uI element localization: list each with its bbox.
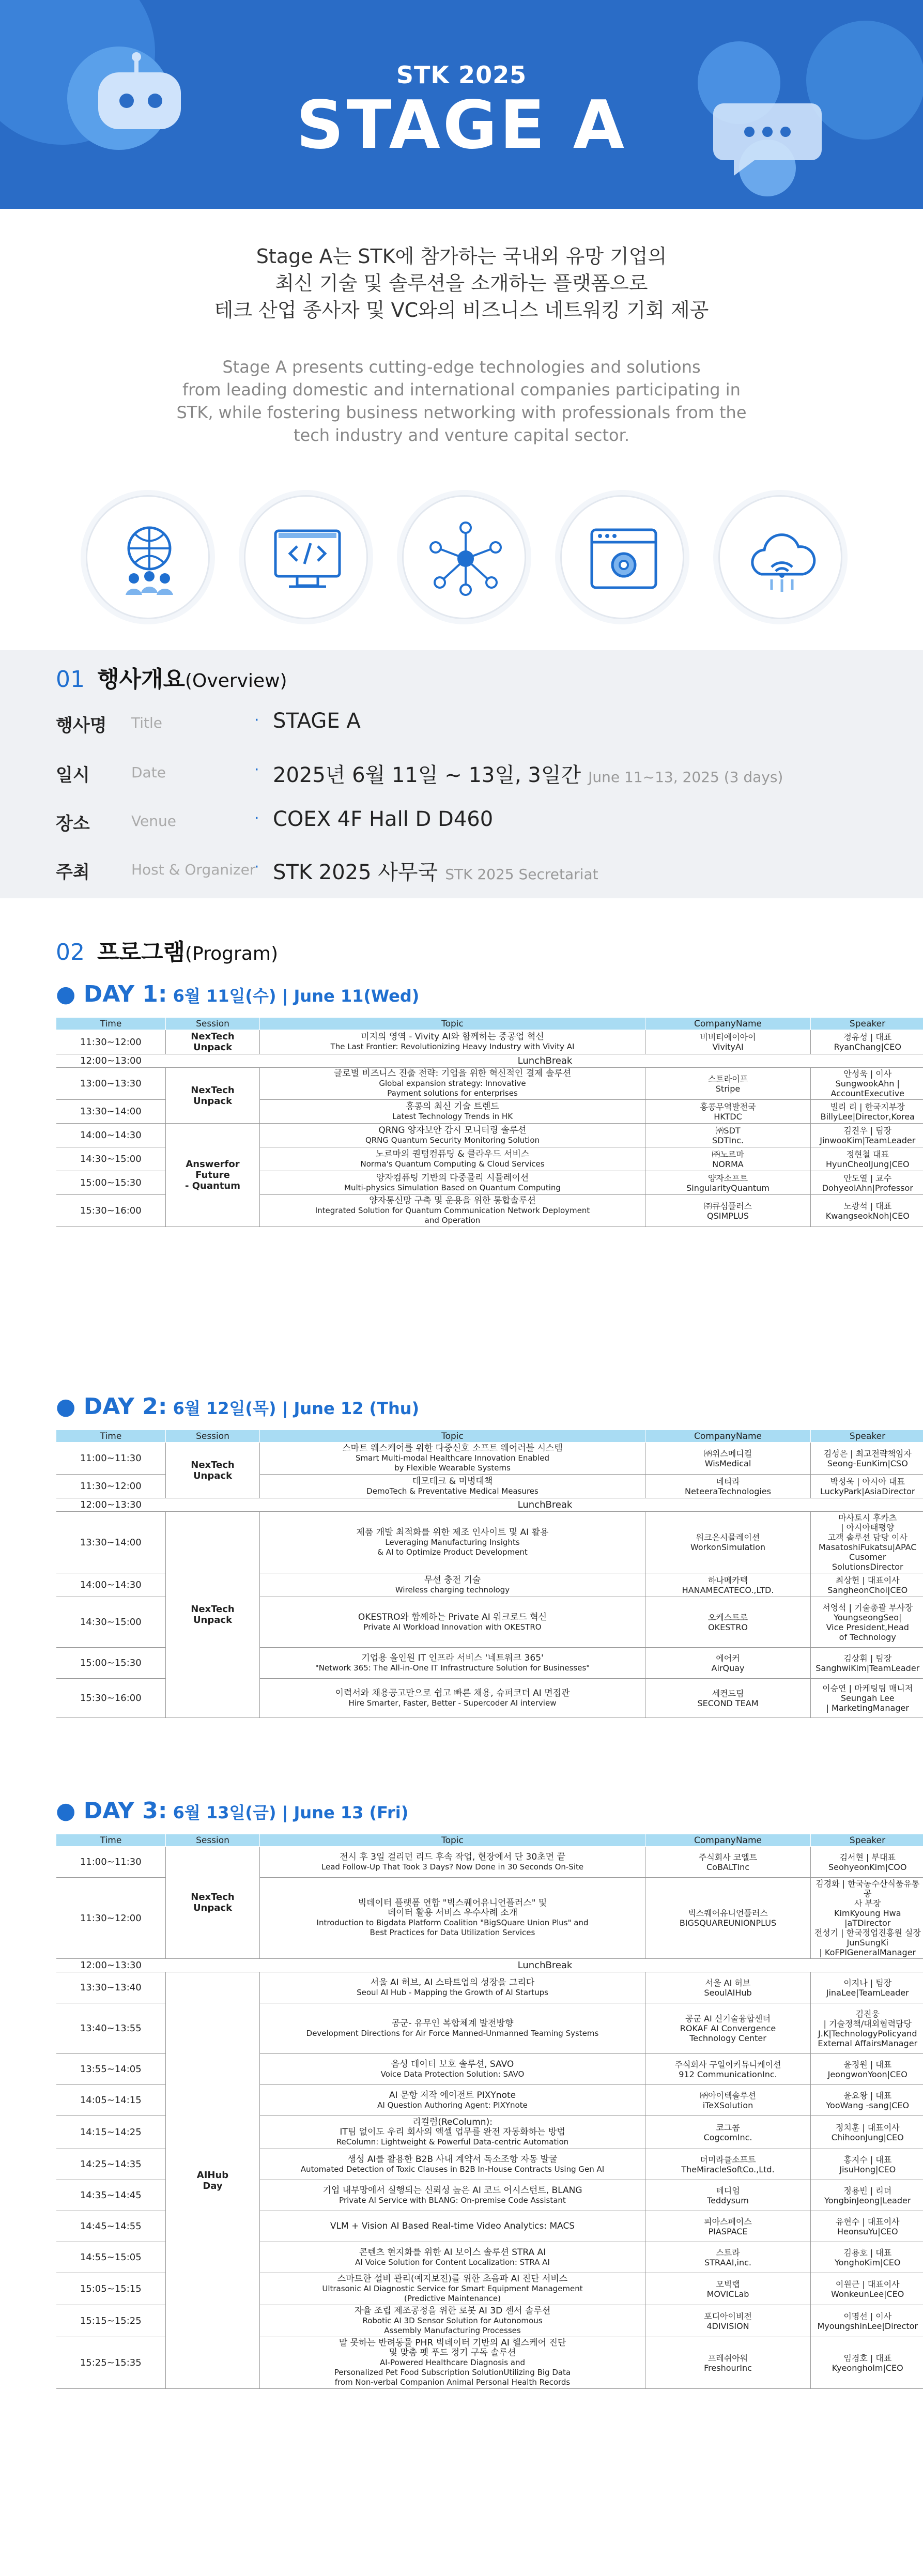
time-cell: 11:00~11:30 (56, 1443, 166, 1475)
column-header: Session (166, 1430, 260, 1443)
time-cell: 12:00~13:30 (56, 1959, 166, 1972)
company-cell: 오케스트로 OKESTRO (645, 1597, 811, 1648)
topic-korean: 생성 AI를 활용한 B2B 사내 계약서 독소조항 자동 발굴 (347, 2154, 558, 2165)
topic-cell (260, 2273, 645, 2305)
session-row (56, 1512, 923, 1573)
session-cell: NexTech Unpack (166, 1512, 260, 1718)
topic-english: Automated Detection of Toxic Clauses in B2B In-House Contracts Using Gen AI (300, 2164, 605, 2174)
time-cell: 12:00~13:30 (56, 1498, 166, 1512)
topic-cell (260, 2054, 645, 2085)
topic-cell (260, 1512, 645, 1573)
company-cell: 공군 AI 신기술융합센터 ROKAF AI Convergence Technology Center (645, 2003, 811, 2054)
time-cell: 14:00~14:30 (56, 1573, 166, 1597)
bullet-dot: · (254, 858, 259, 876)
section-title-en: (Overview) (185, 670, 287, 692)
session-row (56, 1443, 923, 1475)
bullet-dot: · (254, 761, 259, 779)
time-cell: 14:35~14:45 (56, 2180, 166, 2211)
time-cell: 14:30~15:00 (56, 1147, 166, 1171)
time-cell: 13:30~14:00 (56, 1100, 166, 1124)
topic-english: AI-Powered Healthcare Diagnosis and Personalized Pet Food Subscription SolutionUtilizing Big Data from Non-verbal Companion Animal Personal Health Records (334, 2358, 571, 2387)
speaker-cell: 정치훈 | 대표이사 ChihoonJung|CEO (811, 2116, 923, 2149)
topic-korean: AI 문항 저작 에이전트 PIXYnote (389, 2090, 516, 2100)
speaker-cell: 최상헌 | 대표이사 SangheonChoi|CEO (811, 1573, 923, 1597)
column-header: Topic (260, 1430, 645, 1443)
time-cell: 15:05~15:15 (56, 2273, 166, 2305)
schedule-table (56, 1017, 923, 1227)
day-label: DAY 1: (83, 981, 167, 1007)
column-header: Time (56, 1430, 166, 1443)
company-cell: 코그콤 CogcomInc. (645, 2116, 811, 2149)
lunch-cell: LunchBreak (166, 1498, 923, 1512)
topic-korean: OKESTRO와 함께하는 Private AI 워크로드 혁신 (358, 1612, 547, 1622)
speaker-cell: 임경호 | 대표 Kyeongholm|CEO (811, 2337, 923, 2389)
topic-korean: 리컬럼(ReColumn): IT팀 없이도 우리 회사의 엑셀 업무를 완전 자동화하는 방법 (340, 2117, 565, 2137)
column-header: Time (56, 1018, 166, 1030)
intro-english (0, 356, 923, 447)
intro-ko-line: 최신 기술 및 솔루션을 소개하는 플랫폼으로 (275, 272, 648, 295)
topic-english: AI Voice Solution for Content Localization: STRA AI (355, 2257, 550, 2267)
time-cell: 15:00~15:30 (56, 1648, 166, 1679)
overview-note: June 11~13, 2025 (3 days) (588, 769, 783, 786)
company-cell: ㈜큐심플러스 QSIMPLUS (645, 1195, 811, 1227)
bullet-dot: · (254, 809, 259, 827)
topic-cell (260, 1847, 645, 1878)
overview-row-title (56, 707, 883, 738)
topic-english: Private AI Service with BLANG: On-premise Code Assistant (339, 2195, 566, 2205)
column-header: CompanyName (645, 1430, 811, 1443)
speaker-cell: 정유성 | 대표 RyanChang|CEO (811, 1030, 923, 1054)
column-header: Speaker (811, 1834, 923, 1847)
topic-english: QRNG Quantum Security Monitoring Solution (365, 1135, 540, 1145)
topic-cell (260, 1878, 645, 1959)
column-header: Topic (260, 1834, 645, 1847)
company-cell: 양자소프트 SingularityQuantum (645, 1171, 811, 1195)
overview-label-en: Title (131, 714, 163, 731)
topic-english: Latest Technology Trends in HK (392, 1111, 513, 1121)
topic-korean: 음성 데이터 보호 솔루션, SAVO (391, 2059, 514, 2069)
day-date: 6월 12일(목) | June 12 (Thu) (167, 1399, 420, 1418)
time-cell: 11:30~12:00 (56, 1475, 166, 1498)
code-monitor-icon (244, 495, 368, 619)
time-cell: 15:15~15:25 (56, 2305, 166, 2337)
overview-value: STK 2025 사무국 STK 2025 Secretariat (273, 861, 598, 884)
section-number: 02 (56, 939, 85, 965)
lunch-row (56, 1054, 923, 1068)
topic-korean: 전시 후 3일 걸리던 리드 후속 작업, 현장에서 단 30초면 끝 (340, 1851, 565, 1862)
global-network-people-icon (86, 495, 210, 619)
topic-cell (260, 2211, 645, 2242)
time-cell: 14:25~14:35 (56, 2149, 166, 2180)
topic-english: Development Directions for Air Force Manned-Unmanned Teaming Systems (306, 2028, 599, 2038)
topic-english: Leveraging Manufacturing Insights & AI to Optimize Product Development (377, 1537, 528, 1557)
overview-value: COEX 4F Hall D D460 (273, 807, 494, 831)
topic-english: The Last Frontier: Revolutionizing Heavy Industry with Vivity AI (330, 1042, 575, 1051)
topic-cell (260, 1030, 645, 1054)
topic-korean: 콘텐츠 현지화를 위한 AI 보이스 솔루션 STRA AI (359, 2247, 546, 2258)
intro-ko-line: Stage A는 STK에 참가하는 국내외 유망 기업의 (256, 245, 667, 268)
overview-heading (56, 661, 287, 694)
time-cell: 14:45~14:55 (56, 2211, 166, 2242)
company-cell: ㈜노르마 NORMA (645, 1147, 811, 1171)
time-cell: 15:30~16:00 (56, 1679, 166, 1718)
day-label: DAY 3: (83, 1798, 167, 1824)
schedule-table (56, 1430, 923, 1718)
page-title: STAGE A (296, 87, 627, 164)
company-cell: 주식회사 구일이커뮤니케이션 912 CommunicationInc. (645, 2054, 811, 2085)
section-number: 01 (56, 666, 85, 693)
topic-english: Wireless charging technology (395, 1585, 510, 1594)
lunch-cell: LunchBreak (166, 1959, 923, 1972)
day-heading (56, 1393, 419, 1420)
time-cell: 12:00~13:00 (56, 1054, 166, 1068)
topic-korean: 스마트 웨스케어를 위한 다중신호 소프트 웨어러블 시스템 (342, 1443, 563, 1453)
column-header: Time (56, 1834, 166, 1847)
overview-row-date (56, 757, 883, 788)
time-cell: 13:00~13:30 (56, 1068, 166, 1100)
topic-korean: 무선 충전 기술 (424, 1574, 481, 1585)
day-heading (56, 981, 419, 1007)
topic-cell (260, 2149, 645, 2180)
topic-english: Hire Smarter, Faster, Better - Supercoder AI interview (348, 1698, 557, 1708)
topic-cell (260, 1171, 645, 1195)
speaker-cell: 노광석 | 대표 KwangseokNoh|CEO (811, 1195, 923, 1227)
time-cell: 14:55~15:05 (56, 2242, 166, 2273)
time-cell: 14:00~14:30 (56, 1124, 166, 1147)
speaker-cell: 김진우 | 팀장 JinwooKim|TeamLeader (811, 1124, 923, 1147)
day-bullet: ● (56, 1393, 84, 1420)
topic-korean: 말 못하는 반려동물 PHR 빅데이터 기반의 AI 헬스케어 진단 및 맞춤 펫 푸드 정기 구독 솔루션 (339, 2338, 566, 2358)
topic-korean: 양자통신망 구축 및 운용을 위한 통합솔루션 (369, 1195, 536, 1206)
company-cell: ㈜SDT SDTInc. (645, 1124, 811, 1147)
session-row (56, 1030, 923, 1054)
company-cell: ㈜위스메디컬 WisMedical (645, 1443, 811, 1475)
intro-en-line: tech industry and venture capital sector. (293, 425, 630, 445)
company-cell: 워크온시뮬레이션 WorkonSimulation (645, 1512, 811, 1573)
speaker-cell: 정용빈 | 리더 YongbinJeong|Leader (811, 2180, 923, 2211)
intro-en-line: from leading domestic and international companies participating in (182, 380, 741, 400)
topic-korean: 제품 개발 최적화를 위한 제조 인사이트 및 AI 활용 (356, 1527, 549, 1538)
speaker-cell: 김서현 | 부대표 SeohyeonKim|COO (811, 1847, 923, 1878)
topic-cell (260, 1100, 645, 1124)
topic-english: Multi-physics Simulation Based on Quantum Computing (344, 1183, 561, 1192)
speaker-cell: 박성욱 | 아시아 대표 LuckyPark|AsiaDirector (811, 1475, 923, 1498)
topic-korean: VLM + Vision AI Based Real-time Video Analytics: MACS (330, 2221, 575, 2231)
topic-english: Integrated Solution for Quantum Communication Network Deployment and Operation (315, 1206, 590, 1225)
network-nodes-icon (402, 495, 526, 619)
section-title-en: (Program) (185, 943, 278, 964)
company-cell: 에어커 AirQuay (645, 1648, 811, 1679)
section-title: 행사개요 (97, 666, 186, 693)
time-cell: 13:55~14:05 (56, 2054, 166, 2085)
topic-korean: 글로벌 비즈니스 진출 전략: 기업을 위한 혁신적인 결제 솔루션 (333, 1068, 572, 1079)
session-cell: AIHub Day (166, 1972, 260, 2389)
topic-cell (260, 1573, 645, 1597)
topic-cell (260, 2305, 645, 2337)
company-cell: ㈜아이텍솔루션 iTeXSolution (645, 2085, 811, 2116)
program-heading (56, 933, 278, 967)
overview-label-en: Host & Organizer (131, 861, 256, 878)
topic-english: Seoul AI Hub - Mapping the Growth of AI Startups (357, 1987, 548, 1997)
topic-korean: 빅데이터 플랫폼 연합 "빅스퀘어유니언플러스" 및 데이터 활용 서비스 우수사례 소개 (358, 1898, 547, 1918)
speaker-cell: 안도열 | 교수 DohyeolAhn|Professor (811, 1171, 923, 1195)
overview-label: 장소 (56, 814, 90, 834)
hero-banner (0, 0, 923, 209)
day-heading (56, 1798, 408, 1824)
topic-cell (260, 1648, 645, 1679)
day-date: 6월 11일(수) | June 11(Wed) (167, 986, 420, 1006)
feature-icons (83, 495, 840, 624)
intro-en-line: STK, while fostering business networking with professionals from the (176, 403, 747, 422)
overview-label: 행사명 (56, 715, 107, 736)
overview-value: STAGE A (273, 709, 361, 733)
topic-english: Voice Data Protection Solution: SAVO (380, 2069, 525, 2079)
session-cell: NexTech Unpack (166, 1068, 260, 1124)
session-cell: Answerfor Future - Quantum (166, 1124, 260, 1227)
topic-korean: 공군- 유무인 복합체계 발전방향 (391, 2018, 514, 2029)
topic-korean: 미지의 영역 - Vivity AI와 함께하는 중공업 혁신 (361, 1032, 544, 1042)
speaker-cell: 빌리 리 | 한국지부장 BillyLee|Director,Korea (811, 1100, 923, 1124)
column-header: CompanyName (645, 1018, 811, 1030)
speaker-cell: 김용호 | 대표 YonghoKim|CEO (811, 2242, 923, 2273)
speaker-cell: 홍지수 | 대표 JisuHong|CEO (811, 2149, 923, 2180)
company-cell: 더미라클소프트 TheMiracleSoftCo.,Ltd. (645, 2149, 811, 2180)
speaker-cell: 김경화 | 한국농수산식품유통공 사 부장 KimKyoung Hwa |aTDirector 전성기 | 한국정업진흥원 실장 JunSungKi | KoFPIGeneralManager (811, 1878, 923, 1959)
intro-en-line: Stage A presents cutting-edge technologies and solutions (222, 357, 701, 377)
intro-korean (0, 243, 923, 324)
session-cell: NexTech Unpack (166, 1847, 260, 1959)
topic-korean: 서울 AI 허브, AI 스타트업의 성장을 그리다 (370, 1977, 535, 1988)
topic-cell (260, 2003, 645, 2054)
company-cell: 스트라이프 Stripe (645, 1068, 811, 1100)
company-cell: 빅스퀘어유니언플러스 BIGSQUAREUNIONPLUS (645, 1878, 811, 1959)
topic-cell (260, 2337, 645, 2389)
column-header: Topic (260, 1018, 645, 1030)
day-date: 6월 13일(금) | June 13 (Fri) (167, 1803, 409, 1822)
company-cell: 스트라 STRAAI,inc. (645, 2242, 811, 2273)
overview-value: 2025년 6월 11일 ~ 13일, 3일간 June 11~13, 2025 (3 days) (273, 763, 783, 787)
topic-korean: 노르마의 퀀텀컴퓨팅 & 클라우드 서비스 (375, 1148, 530, 1159)
company-cell: 하나메카텍 HANAMECATECO.,LTD. (645, 1573, 811, 1597)
time-cell: 13:30~14:00 (56, 1512, 166, 1573)
event-name: STK 2025 (396, 61, 527, 89)
topic-cell (260, 1124, 645, 1147)
topic-cell (260, 1679, 645, 1718)
topic-english: Global expansion strategy: Innovative Payment solutions for enterprises (379, 1079, 526, 1098)
intro-ko-line: 테크 산업 종사자 및 VC와의 비즈니스 네트워킹 기회 제공 (214, 299, 709, 321)
time-cell: 15:00~15:30 (56, 1171, 166, 1195)
topic-korean: 스마트한 설비 관리(예지보전)를 위한 초음파 AI 진단 서비스 (337, 2274, 568, 2284)
speaker-cell: 이명선 | 이사 MyoungshinLee|Director (811, 2305, 923, 2337)
session-row (56, 1124, 923, 1147)
overview-section (0, 650, 923, 898)
speaker-cell: 윤요왕 | 대표 YooWang -sang|CEO (811, 2085, 923, 2116)
topic-cell (260, 2085, 645, 2116)
time-cell: 13:40~13:55 (56, 2003, 166, 2054)
topic-english: DemoTech & Preventative Medical Measures (366, 1486, 539, 1496)
topic-cell (260, 1147, 645, 1171)
time-cell: 11:30~12:00 (56, 1878, 166, 1959)
time-cell: 11:30~12:00 (56, 1030, 166, 1054)
schedule-table (56, 1834, 923, 2389)
settings-browser-icon (560, 495, 684, 619)
day-label: DAY 2: (83, 1393, 167, 1420)
topic-korean: 기업용 올인원 IT 인프라 서비스 '네트워크 365' (361, 1652, 544, 1663)
topic-korean: 자율 조립 제조공정을 위한 로봇 AI 3D 센서 솔루션 (354, 2306, 551, 2316)
topic-korean: 홍콩의 최신 기술 트렌드 (406, 1101, 499, 1112)
topic-cell (260, 1972, 645, 2003)
speaker-cell: 정현철 대표 HyunCheolJung|CEO (811, 1147, 923, 1171)
column-header: Speaker (811, 1018, 923, 1030)
company-cell: 주식회사 코엘트 CoBALTInc (645, 1847, 811, 1878)
time-cell: 14:15~14:25 (56, 2116, 166, 2149)
topic-english: Lead Follow-Up That Took 3 Days? Now Done in 30 Seconds On-Site (321, 1862, 584, 1872)
overview-label: 일시 (56, 765, 90, 786)
topic-korean: 기업 내부망에서 실행되는 신뢰성 높은 AI 코드 어시스턴트, BLANG (322, 2185, 582, 2196)
session-cell: NexTech Unpack (166, 1443, 260, 1498)
topic-korean: QRNG 양자보안 감시 모니터링 솔루션 (378, 1125, 527, 1136)
lunch-row (56, 1959, 923, 1972)
session-cell: NexTech Unpack (166, 1030, 260, 1054)
overview-label: 주최 (56, 862, 90, 883)
speaker-cell: 김상휘 | 팀장 SanghwiKim|TeamLeader (811, 1648, 923, 1679)
topic-korean: 이력서와 채용공고만으로 쉽고 빠른 채용, 슈퍼코더 AI 면접관 (335, 1688, 570, 1698)
speaker-cell: 이지나 | 팀장 JinaLee|TeamLeader (811, 1972, 923, 2003)
speaker-cell: 마사토시 후카츠 | 아시아태평양 고객 솔루션 담당 이사 MasatoshiFukatsu|APAC Cusomer SolutionsDirector (811, 1512, 923, 1573)
topic-english: Smart Multi-modal Healthcare Innovation Enabled by Flexible Wearable Systems (356, 1453, 549, 1473)
lunch-row (56, 1498, 923, 1512)
topic-korean: 데모테크 & 미병대책 (412, 1476, 493, 1486)
speaker-cell: 김성은 | 최고전략책임자 Seong-EunKim|CSO (811, 1443, 923, 1475)
lunch-cell: LunchBreak (166, 1054, 923, 1068)
topic-cell (260, 2242, 645, 2273)
time-cell: 15:30~16:00 (56, 1195, 166, 1227)
column-header: Session (166, 1834, 260, 1847)
day-bullet: ● (56, 981, 84, 1007)
speaker-cell: 이승연 | 마케팅팀 매니저 Seungah Lee | MarketingManager (811, 1679, 923, 1718)
speaker-cell: 유현수 | 대표이사 HeonsuYu|CEO (811, 2211, 923, 2242)
time-cell: 14:05~14:15 (56, 2085, 166, 2116)
time-cell: 13:30~13:40 (56, 1972, 166, 2003)
topic-cell (260, 1597, 645, 1648)
time-cell: 15:25~15:35 (56, 2337, 166, 2389)
topic-cell (260, 2116, 645, 2149)
session-row (56, 1972, 923, 2003)
day-bullet: ● (56, 1798, 84, 1824)
overview-note: STK 2025 Secretariat (445, 866, 598, 883)
company-cell: 모빅랩 MOVICLab (645, 2273, 811, 2305)
speaker-cell: 안성욱 | 이사 SungwookAhn | AccountExecutive (811, 1068, 923, 1100)
overview-row-host (56, 854, 883, 885)
time-cell: 14:30~15:00 (56, 1597, 166, 1648)
topic-english: AI Question Authoring Agent: PIXYnote (377, 2100, 528, 2110)
speaker-cell: 김진웅 | 기술정책/대외협력담당 J.K|TechnologyPolicyand External AffairsManager (811, 2003, 923, 2054)
overview-label-en: Venue (131, 812, 176, 830)
topic-korean: 양자컴퓨팅 기반의 다중물리 시뮬레이션 (376, 1172, 529, 1183)
session-row (56, 1068, 923, 1100)
column-header: Speaker (811, 1430, 923, 1443)
section-title: 프로그램 (97, 939, 186, 965)
speaker-cell: 윤정원 | 대표 JeongwonYoon|CEO (811, 2054, 923, 2085)
company-cell: 피아스페이스 PIASPACE (645, 2211, 811, 2242)
bullet-dot: · (254, 711, 259, 729)
company-cell: 포디아이비전 4DIVISION (645, 2305, 811, 2337)
speaker-cell: 이원근 | 대표이사 WonkeunLee|CEO (811, 2273, 923, 2305)
overview-row-venue (56, 805, 883, 836)
topic-english: Norma's Quantum Computing & Cloud Services (360, 1159, 545, 1169)
column-header: CompanyName (645, 1834, 811, 1847)
topic-english: ReColumn: Lightweight & Powerful Data-centric Automation (336, 2137, 569, 2146)
session-row (56, 1847, 923, 1878)
company-cell: 테디엄 Teddysum (645, 2180, 811, 2211)
topic-english: Ultrasonic AI Diagnostic Service for Smart Equipment Management (Predictive Maintenance) (322, 2284, 583, 2303)
topic-english: Private AI Workload Innovation with OKESTRO (363, 1622, 542, 1632)
company-cell: 프레쉬아워 FreshourInc (645, 2337, 811, 2389)
company-cell: 홍콩무역발전국 HKTDC (645, 1100, 811, 1124)
topic-cell (260, 1475, 645, 1498)
topic-cell (260, 1443, 645, 1475)
company-cell: 세컨드팀 SECOND TEAM (645, 1679, 811, 1718)
cloud-wifi-icon (718, 495, 842, 619)
column-header: Session (166, 1018, 260, 1030)
speaker-cell: 서영석 | 기술총괄 부사장 YoungseongSeo| Vice President,Head of Technology (811, 1597, 923, 1648)
company-cell: 비비티에이아이 VivityAI (645, 1030, 811, 1054)
overview-label-en: Date (131, 764, 166, 781)
company-cell: 서울 AI 허브 SeoulAIHub (645, 1972, 811, 2003)
topic-english: "Network 365: The All-in-One IT Infrastructure Solution for Businesses" (315, 1663, 590, 1673)
topic-cell (260, 2180, 645, 2211)
topic-cell (260, 1195, 645, 1227)
topic-cell (260, 1068, 645, 1100)
topic-english: Introduction to Bigdata Platform Coalition "BigSQuare Union Plus" and Best Practices for Data Utilization Services (316, 1918, 589, 1937)
company-cell: 네티라 NeteeraTechnologies (645, 1475, 811, 1498)
time-cell: 11:00~11:30 (56, 1847, 166, 1878)
topic-english: Robotic AI 3D Sensor Solution for Autonomous Assembly Manufacturing Processes (362, 2316, 543, 2335)
